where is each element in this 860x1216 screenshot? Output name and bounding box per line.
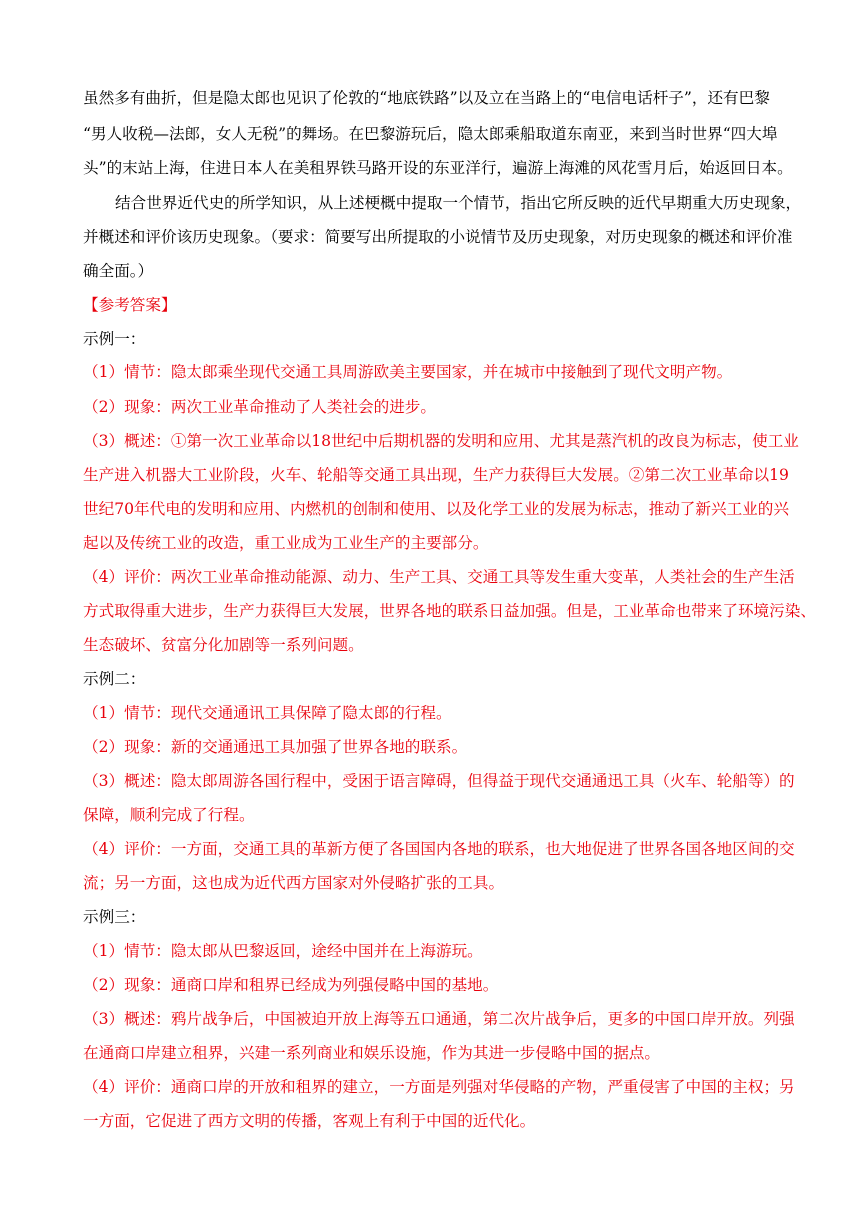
example-2-line-3: （3）概述：隐太郎周游各国行程中，受困于语言障碍，但得益于现代交通通迅工具（火车、轮船等）的 — [83, 772, 795, 790]
example-2-line-1: （1）情节：现代交通通讯工具保障了隐太郎的行程。 — [83, 704, 452, 722]
example-3-line-2: （2）现象：通商口岸和租界已经成为列强侵略中国的基地。 — [83, 976, 499, 994]
question-line-1: 结合世界近代史的所学知识，从上述梗概中提取一个情节，指出它所反映的近代早期重大历史现象， — [115, 194, 802, 212]
example-3-line-1: （1）情节：隐太郎从巴黎返回，途经中国并在上海游玩。 — [83, 942, 483, 960]
example-1-line-2: （2）现象：两次工业革命推动了人类社会的进步。 — [83, 398, 436, 416]
example-1-line-5: 世纪70年代电的发明和应用、内燃机的创制和使用、以及化学工业的发展为标志，推动了新兴工业的兴 — [83, 500, 789, 518]
example-1-title: 示例一： — [83, 330, 146, 348]
passage-line-2: “男人收税—法郎，女人无税”的舞场。在巴黎游玩后，隐太郎乘船取道东南亚，来到当时世界“四大埠 — [83, 125, 778, 143]
example-2-line-2: （2）现象：新的交通通迅工具加强了世界各地的联系。 — [83, 738, 468, 756]
example-3-line-4: 在通商口岸建立租界，兴建一系列商业和娱乐设施，作为其进一步侵略中国的据点。 — [83, 1044, 660, 1062]
question-line-2: 并概述和评价该历史现象。（要求：简要写出所提取的小说情节及历史现象，对历史现象的概述和评价准 — [83, 228, 793, 246]
example-3-title: 示例三： — [83, 908, 146, 926]
example-2-line-4: 保障，顺利完成了行程。 — [83, 806, 255, 824]
example-3-line-6: 一方面，它促进了西方文明的传播，客观上有利于中国的近代化。 — [83, 1112, 536, 1130]
passage-line-1: 虽然多有曲折，但是隐太郎也见识了伦敦的“地底铁路”以及立在当路上的“电信电话杆子”，还有巴黎 — [83, 89, 770, 107]
example-3-line-5: （4）评价：通商口岸的开放和租界的建立，一方面是列强对华侵略的产物，严重侵害了中国的主权；另 — [83, 1078, 795, 1096]
example-1-line-7: （4）评价：两次工业革命推动能源、动力、生产工具、交通工具等发生重大变革，人类社会的生产生活 — [83, 568, 795, 586]
example-1-line-6: 起以及传统工业的改造，重工业成为工业生产的主要部分。 — [83, 534, 489, 552]
question-line-3: 确全面。） — [83, 262, 154, 280]
answer-heading: 【参考答案】 — [83, 296, 177, 314]
passage-line-3: 头”的末站上海，住进日本人在美租界铁马路开设的东亚洋行，遍游上海滩的风花雪月后，始返回日本。 — [83, 159, 793, 177]
example-1-line-8: 方式取得重大进步，生产力获得巨大发展，世界各地的联系日益加强。但是，工业革命也带来了环境污染、 — [83, 602, 816, 620]
example-2-line-6: 流；另一方面，这也成为近代西方国家对外侵略扩张的工具。 — [83, 874, 505, 892]
example-2-line-5: （4）评价：一方面，交通工具的革新方便了各国国内各地的联系，也大地促进了世界各国各地区间的交 — [83, 840, 795, 858]
example-1-line-3: （3）概述：①第一次工业革命以18世纪中后期机器的发明和应用、尤其是蒸汽机的改良为标志，使工业 — [83, 432, 799, 450]
example-3-line-3: （3）概述：鸦片战争后，中国被迫开放上海等五口通通，第二次片战争后，更多的中国口岸开放。列强 — [83, 1010, 795, 1028]
example-1-line-1: （1）情节：隐太郎乘坐现代交通工具周游欧美主要国家，并在城市中接触到了现代文明产物。 — [83, 363, 733, 381]
example-1-line-9: 生态破坏、贫富分化加剧等一系列问题。 — [83, 636, 364, 654]
example-2-title: 示例二： — [83, 670, 146, 688]
example-1-line-4: 生产进入机器大工业阶段，火车、轮船等交通工具出现，生产力获得巨大发展。②第二次工业革命以19 — [83, 466, 789, 484]
